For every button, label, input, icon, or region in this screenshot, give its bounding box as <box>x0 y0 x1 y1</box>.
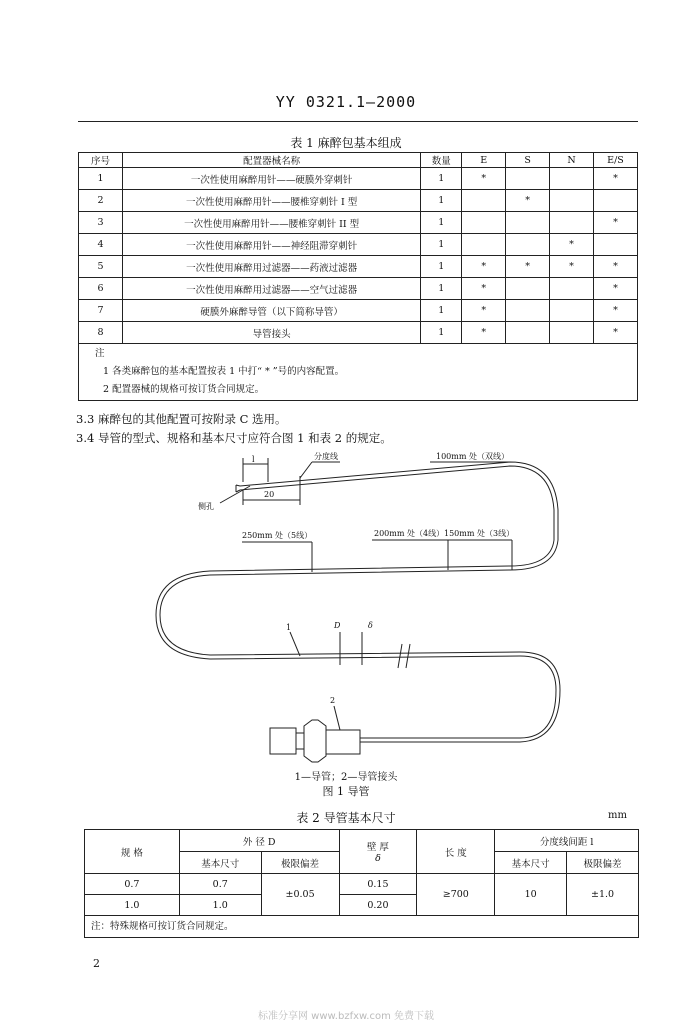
table1-item-name: 导管接头 <box>122 322 420 344</box>
t2-header-spacing: 分度线间距 l <box>495 830 639 852</box>
table1-cell: * <box>594 278 638 300</box>
table1-cell: 1 <box>79 168 123 190</box>
table1-header: N <box>550 153 594 168</box>
t2-cell-spec: 0.7 <box>85 874 180 895</box>
table2-note: 注：特殊规格可按订货合同规定。 <box>85 916 639 938</box>
mark-100mm-label: 100mm 处（双线） <box>436 452 509 461</box>
table2-row <box>85 874 639 895</box>
table1-item-name: 一次性使用麻醉用针——硬膜外穿刺针 <box>122 168 420 190</box>
table1-cell: * <box>594 256 638 278</box>
mark-250mm-label: 250mm 处（5线） <box>242 531 313 540</box>
t2-header-length: 长 度 <box>417 830 495 874</box>
table1-header: 配置器械名称 <box>122 153 420 168</box>
table1-cell: 1 <box>421 322 462 344</box>
t2-cell-spacing-basic: 10 <box>495 874 567 916</box>
table1-cell: 8 <box>79 322 123 344</box>
t2-cell-od-tol: ±0.05 <box>261 874 339 916</box>
t2-header-wall <box>339 830 417 874</box>
table1-cell: * <box>462 322 506 344</box>
t2-cell-length: ≥700 <box>417 874 495 916</box>
t2-header-od: 外 径 D <box>179 830 339 852</box>
table1-header: E/S <box>594 153 638 168</box>
table1-cell: * <box>462 300 506 322</box>
table1-cell: * <box>462 256 506 278</box>
table2-unit: mm <box>608 810 627 821</box>
t2-header-tol: 极限偏差 <box>261 852 339 874</box>
table1-cell: 1 <box>421 300 462 322</box>
table1-cell: 2 <box>79 190 123 212</box>
table1-cell: 7 <box>79 300 123 322</box>
table1-header: 序号 <box>79 153 123 168</box>
table2-caption: 表 2 导管基本尺寸 <box>296 811 396 825</box>
table1-cell: 1 <box>421 212 462 234</box>
t2-header-wall-label: 壁 厚 <box>366 842 389 853</box>
figure1-caption: 图 1 导管 <box>322 785 370 798</box>
table1-item-name: 一次性使用麻醉用过滤器——空气过滤器 <box>122 278 420 300</box>
table1-cell: * <box>506 256 550 278</box>
t2-cell-spacing-tol: ±1.0 <box>567 874 639 916</box>
table1-cell: * <box>594 212 638 234</box>
table1-cell: 1 <box>421 278 462 300</box>
t2-header-basic: 基本尺寸 <box>495 852 567 874</box>
table1-header: 数量 <box>421 153 462 168</box>
dim-delta-label: δ <box>368 621 373 630</box>
catheter-number-label: 1 <box>286 623 292 632</box>
paragraph-3-3: 3.3 麻醉包的其他配置可按附录 C 选用。 <box>76 412 287 426</box>
paragraph-3-4: 3.4 导管的型式、规格和基本尺寸应符合图 1 和表 2 的规定。 <box>76 431 392 445</box>
t2-cell-od: 1.0 <box>179 895 261 916</box>
page-number: 2 <box>93 957 100 970</box>
dim-20-label: 20 <box>264 490 275 499</box>
side-hole-label: 侧孔 <box>198 502 214 511</box>
table1-cell: 5 <box>79 256 123 278</box>
t2-cell-wall: 0.20 <box>339 895 417 916</box>
t2-cell-spec: 1.0 <box>85 895 180 916</box>
table1-cell: 1 <box>421 234 462 256</box>
table1-cell: * <box>506 190 550 212</box>
table1-item-name: 一次性使用麻醉用过滤器——药液过滤器 <box>122 256 420 278</box>
table1-item-name: 一次性使用麻醉用针——腰椎穿刺针 I 型 <box>122 190 420 212</box>
t2-header-spec: 规 格 <box>85 830 180 874</box>
table1-header: S <box>506 153 550 168</box>
table1-note: 2 配置器械的规格可按订货合同规定。 <box>103 384 265 395</box>
table1-cell: * <box>462 278 506 300</box>
figure1-legend: 1—导管；2—导管接头 <box>294 772 398 783</box>
table1-cell: * <box>594 322 638 344</box>
table1-cell: * <box>550 234 594 256</box>
dim-D-label: D <box>334 621 341 630</box>
document-header: YY 0321.1—2000 <box>275 93 417 111</box>
connector-number-label: 2 <box>330 696 336 705</box>
mark-150mm-label: 150mm 处（3线） <box>444 529 515 538</box>
table1-cell: 1 <box>421 168 462 190</box>
t2-header-tol: 极限偏差 <box>567 852 639 874</box>
table1-cell: 3 <box>79 212 123 234</box>
t2-header-wall-symbol: δ <box>375 853 381 864</box>
mark-200mm-label: 200mm 处（4线） <box>374 529 445 538</box>
table1-cell: * <box>594 168 638 190</box>
table2 <box>84 829 639 938</box>
table1-cell: 1 <box>421 256 462 278</box>
table1-cell: 4 <box>79 234 123 256</box>
scale-line-label: 分度线 <box>314 452 338 461</box>
table1-item-name: 硬膜外麻醉导管（以下简称导管） <box>122 300 420 322</box>
table1-cell: 1 <box>421 190 462 212</box>
t2-cell-wall: 0.15 <box>339 874 417 895</box>
table1-cell: * <box>462 168 506 190</box>
table1-cell: 6 <box>79 278 123 300</box>
dim-l-label: l <box>252 455 255 464</box>
t2-cell-od: 0.7 <box>179 874 261 895</box>
footer-watermark: 标准分享网 www.bzfxw.com 免费下载 <box>258 1011 434 1022</box>
t2-header-basic: 基本尺寸 <box>179 852 261 874</box>
table1-item-name: 一次性使用麻醉用针——神经阻滞穿刺针 <box>122 234 420 256</box>
table1-cell: * <box>550 256 594 278</box>
table1-note: 1 各类麻醉包的基本配置按表 1 中打“ * ”号的内容配置。 <box>103 366 345 377</box>
table1-item-name: 一次性使用麻醉用针——腰椎穿刺针 II 型 <box>122 212 420 234</box>
table1-caption: 表 1 麻醉包基本组成 <box>290 136 402 150</box>
table1-header: E <box>462 153 506 168</box>
table1-cell: * <box>594 300 638 322</box>
table1-note-title: 注 <box>95 348 105 359</box>
